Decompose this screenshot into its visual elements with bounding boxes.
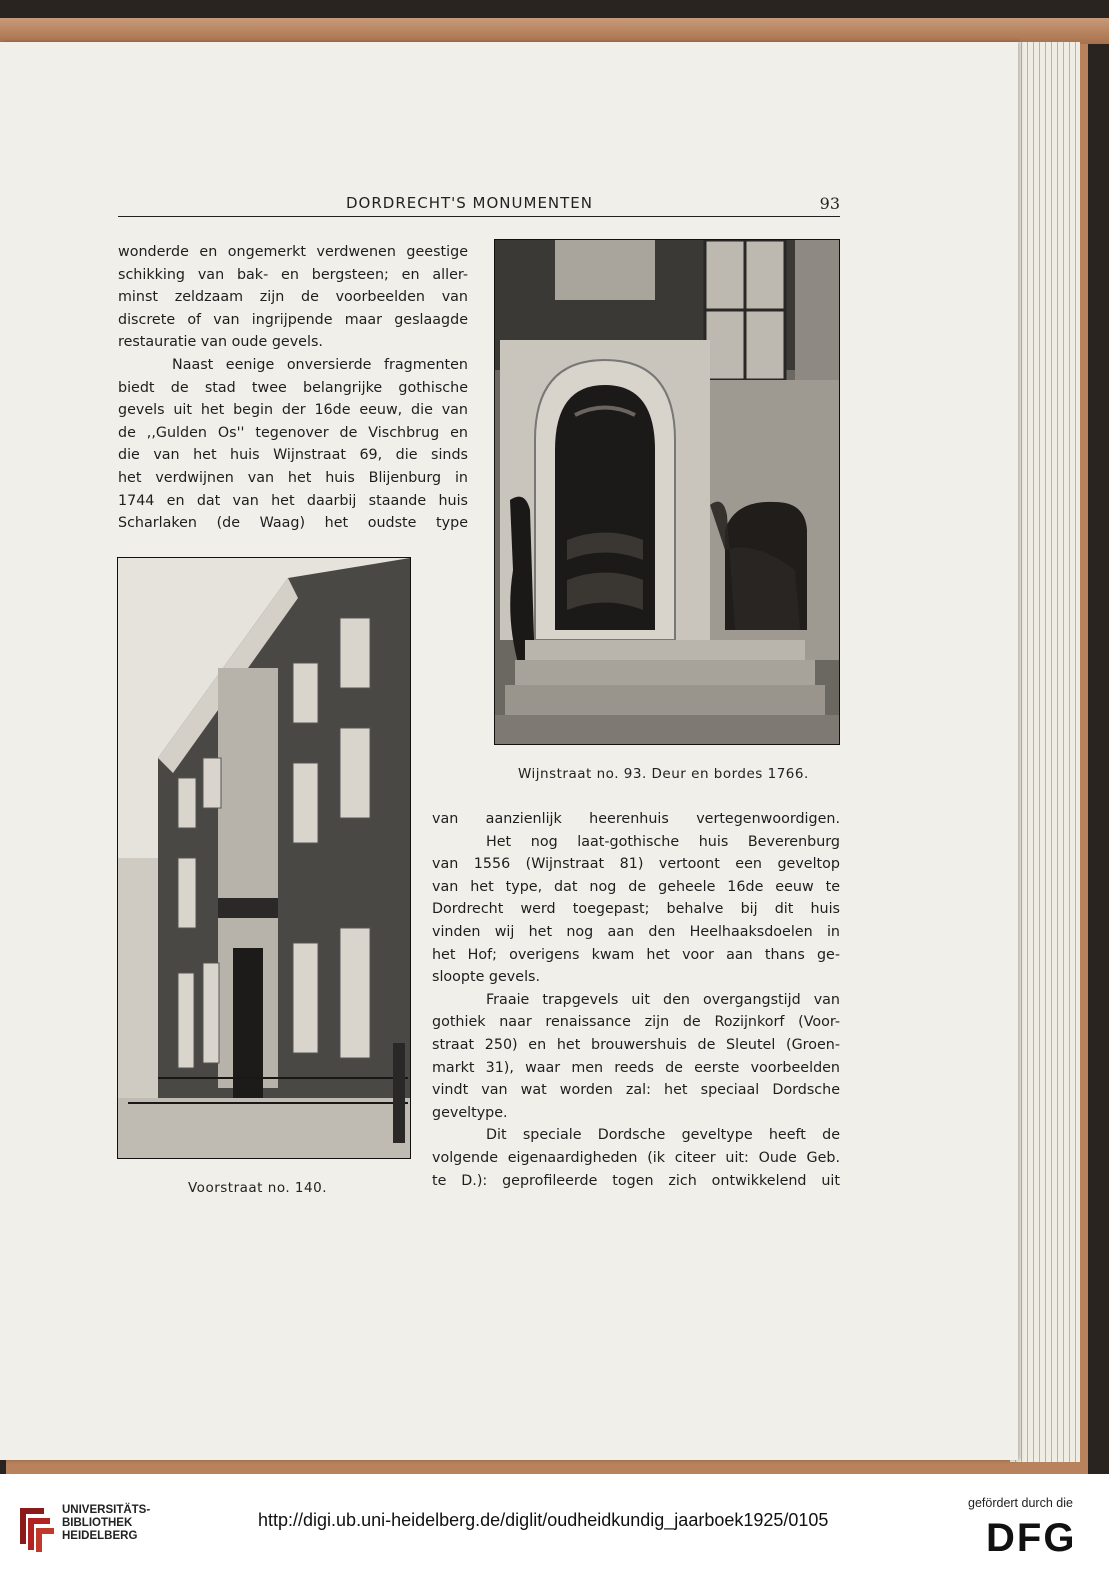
permalink-url[interactable]: http://digi.ub.uni-heidelberg.de/diglit/oudheidkundig_jaarboek1925/0105 <box>258 1510 829 1530</box>
text-line: de ,,Gulden Os'' tegenover de Vischbrug en <box>118 424 468 441</box>
text-line: markt 31), waar men reeds de eerste voorbeelden <box>432 1059 840 1076</box>
text-line: Het nog laat-gothische huis Beverenburg <box>486 833 840 850</box>
running-header <box>118 194 840 217</box>
text-line: straat 250) en het brouwershuis de Sleutel (Groen- <box>432 1036 840 1053</box>
text-line: Naast eenige onversierde fragmenten <box>172 356 468 373</box>
book-cover-top-edge <box>0 18 1109 44</box>
text-line: van het type, dat nog de geheele 16de eeuw te <box>432 878 840 895</box>
text-line: discrete of van ingrijpende maar geslaagde <box>118 311 468 328</box>
left-text-column <box>118 241 468 535</box>
text-line: van 1556 (Wijnstraat 81) vertoont een geveltop <box>432 856 840 873</box>
library-name-line: HEIDELBERG <box>62 1530 138 1542</box>
house-photo <box>117 557 411 1159</box>
funding-note: gefördert durch die <box>968 1496 1073 1510</box>
text-line: van aanzienlijk heerenhuis vertegenwoordigen. <box>432 811 840 827</box>
text-line: vindt van wat worden zal: het speciaal Dordsche <box>432 1082 840 1099</box>
text-line: Dit speciale Dordsche geveltype heeft de <box>486 1127 840 1144</box>
house-photo-caption: Voorstraat no. 140. <box>188 1180 327 1196</box>
text-line: Scharlaken (de Waag) het oudste type <box>118 515 468 532</box>
library-name <box>62 1504 150 1543</box>
text-line: 1744 en dat van het daarbij staande huis <box>118 492 468 509</box>
running-title: DORDRECHT'S MONUMENTEN <box>346 194 594 212</box>
page-edges <box>1010 42 1080 1462</box>
text-line: minst zeldzaam zijn de voorbeelden van <box>118 289 468 306</box>
text-line: gevels uit het begin der 16de eeuw, die van <box>118 402 468 419</box>
text-line: Fraaie trapgevels uit den overgangstijd van <box>486 991 840 1008</box>
text-line: te D.): geprofileerde togen zich ontwikkelend uit <box>432 1172 840 1189</box>
text-line: schikking van bak- en bergsteen; en aller- <box>118 266 468 283</box>
text-line: volgende eigenaardigheden (ik citeer uit: Oude Geb. <box>432 1149 840 1166</box>
dfg-logo: DFG <box>986 1516 1077 1560</box>
text-line: restauratie van oude gevels. <box>118 334 323 351</box>
digitization-footer <box>0 1474 1109 1574</box>
right-text-column <box>432 808 840 1192</box>
text-line: het Hof; overigens kwam het voor aan thans ge- <box>432 946 840 963</box>
text-line: die van het huis Wijnstraat 69, die sinds <box>118 447 468 464</box>
text-line: sloopte gevels. <box>432 969 541 986</box>
library-name-line: BIBLIOTHEK <box>62 1517 133 1529</box>
text-line: geveltype. <box>432 1104 508 1121</box>
text-line: biedt de stad twee belangrijke gothische <box>118 379 468 396</box>
text-line: vinden wij het nog aan den Heelhaaksdoelen in <box>432 923 840 940</box>
text-line: Dordrecht werd toegepast; behalve bij dit huis <box>432 901 840 918</box>
text-line: het verdwijnen van het huis Blijenburg in <box>118 469 468 486</box>
text-line: wonderde en ongemerkt verdwenen geestige <box>118 244 468 260</box>
page-number: 93 <box>819 194 840 213</box>
door-photo <box>494 239 840 745</box>
text-line: gothiek naar renaissance zijn de Rozijnkorf (Voor- <box>432 1014 840 1031</box>
door-photo-caption: Wijnstraat no. 93. Deur en bordes 1766. <box>518 766 809 782</box>
library-logo-icon <box>14 1504 58 1554</box>
library-name-line: UNIVERSITÄTS- <box>62 1504 151 1516</box>
